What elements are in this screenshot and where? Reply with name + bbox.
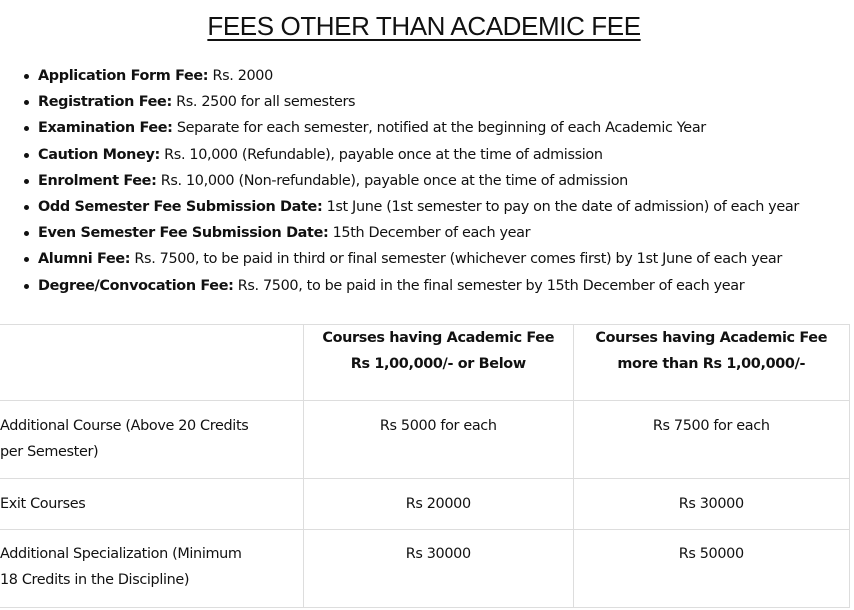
- header-line: more than Rs 1,00,000/-: [617, 356, 806, 372]
- fee-list: [0, 63, 854, 299]
- high-fee-value: Rs 50000: [573, 530, 850, 608]
- table-row: [0, 401, 850, 479]
- fee-label: Application Form Fee:: [38, 68, 209, 84]
- row-label-line: 18 Credits in the Discipline): [0, 572, 190, 588]
- fee-label: Examination Fee:: [38, 120, 173, 137]
- fee-label: Even Semester Fee Submission Date:: [38, 225, 329, 242]
- row-label-line: Additional Course (Above 20 Credits: [0, 418, 249, 434]
- fee-label: Caution Money:: [38, 146, 160, 163]
- fee-label: Registration Fee:: [38, 94, 172, 111]
- fee-label: Odd Semester Fee Submission Date:: [38, 199, 323, 216]
- row-label-line: Exit Courses: [0, 496, 86, 512]
- page-title: FEES OTHER THAN ACADEMIC FEE: [207, 11, 641, 41]
- row-label-line: Additional Specialization (Minimum: [0, 546, 242, 562]
- table-header-high-fee: [573, 325, 850, 401]
- table-header-low-fee: [304, 325, 573, 401]
- table-header-row: [0, 325, 850, 401]
- fee-table: [0, 324, 850, 608]
- fee-label: Enrolment Fee:: [38, 172, 157, 189]
- list-item: [38, 63, 854, 89]
- low-fee-value: Rs 30000: [304, 530, 573, 608]
- list-item: [38, 194, 854, 220]
- list-item: [38, 273, 854, 299]
- fee-value: 15th December of each year: [328, 225, 531, 242]
- list-item: [38, 115, 854, 141]
- header-line: Rs 1,00,000/- or Below: [350, 356, 526, 372]
- fee-value: Separate for each semester, notified at the beginning of each Academic Year: [172, 120, 706, 137]
- low-fee-value: Rs 20000: [304, 479, 573, 530]
- list-item: [38, 142, 854, 168]
- fee-label: Degree/Convocation Fee:: [38, 277, 234, 294]
- fee-label: Alumni Fee:: [38, 251, 131, 268]
- list-item: [38, 89, 854, 115]
- table-header-empty: [0, 325, 304, 401]
- fee-value: Rs. 2500 for all semesters: [171, 94, 356, 111]
- header-line: Courses having Academic Fee: [595, 330, 828, 346]
- row-label: [0, 530, 304, 608]
- row-label-line: per Semester): [0, 444, 99, 460]
- high-fee-value: Rs 7500 for each: [573, 401, 850, 479]
- fee-value: Rs. 2000: [208, 68, 273, 84]
- fee-value: Rs. 10,000 (Non-refundable), payable once at the time of admission: [156, 172, 628, 189]
- row-label: [0, 401, 304, 479]
- header-line: Courses having Academic Fee: [322, 330, 555, 346]
- table-row: [0, 530, 850, 608]
- table-row: [0, 479, 850, 530]
- fee-value: Rs. 10,000 (Refundable), payable once at the time of admission: [159, 146, 603, 163]
- high-fee-value: Rs 30000: [573, 479, 850, 530]
- row-label: [0, 479, 304, 530]
- fee-value: 1st June (1st semester to pay on the date of admission) of each year: [322, 199, 799, 216]
- list-item: [38, 246, 854, 272]
- low-fee-value: Rs 5000 for each: [304, 401, 573, 479]
- fee-value: Rs. 7500, to be paid in the final semester by 15th December of each year: [233, 277, 745, 294]
- list-item: [38, 220, 854, 246]
- list-item: [38, 168, 854, 194]
- fee-value: Rs. 7500, to be paid in third or final semester (whichever comes first) by 1st June of each year: [130, 251, 782, 268]
